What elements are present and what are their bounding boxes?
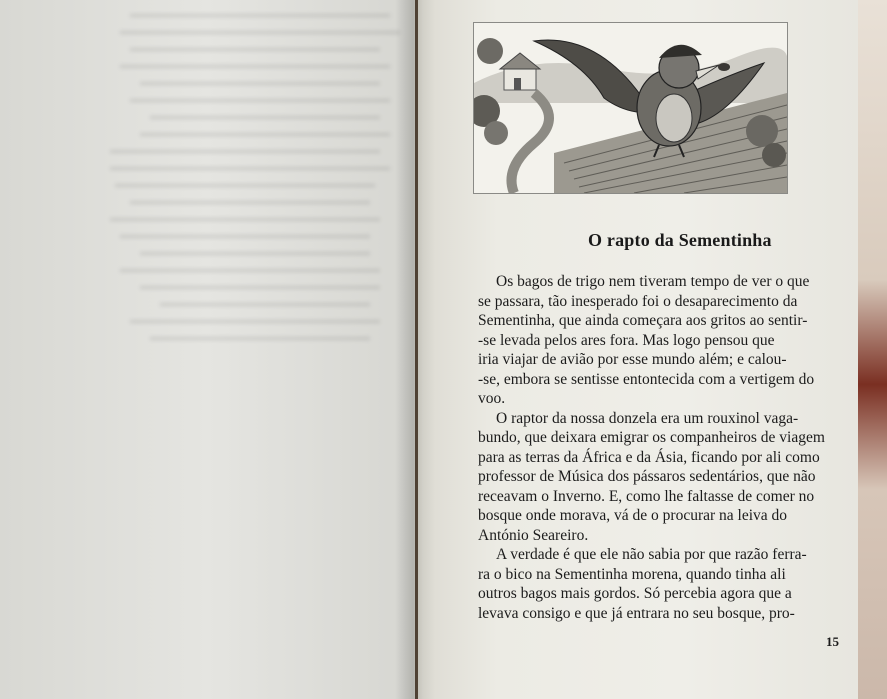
text-line: ra o bico na Sementinha morena, quando tinha ali: [478, 565, 786, 583]
text-line: iria viajar de avião por esse mundo além; e calou-: [478, 351, 787, 368]
text-line: Os bagos de trigo nem tiveram tempo de ver o que: [496, 273, 810, 290]
paragraph: [478, 545, 843, 623]
text-line: -se, embora se sentisse entontecida com a vertigem do: [478, 370, 815, 388]
text-line: professor de Música dos pássaros sedentários, que não: [478, 468, 816, 485]
text-line: para as terras da África e da Ásia, ficando por ali como: [478, 448, 820, 466]
paragraph: [478, 272, 843, 409]
text-line: levava consigo e que já entrara no seu bosque, pro-: [478, 604, 795, 622]
text-line: Sementinha, que ainda começara aos gritos ao sentir-: [478, 312, 808, 329]
paragraph: [478, 409, 843, 546]
text-line: bundo, que deixara emigrar os companheiros de viagem: [478, 429, 825, 446]
page-number: 15: [826, 634, 839, 649]
text-line: António Seareiro.: [478, 526, 589, 544]
text-line: bosque onde morava, vá de o procurar na leiva do: [478, 507, 788, 524]
chapter-title: O rapto da Sementinha: [588, 230, 772, 250]
bird-carrying-seed-over-fields-illustration: [473, 22, 788, 194]
text-line: se passara, tão inesperado foi o desaparecimento da: [478, 292, 798, 310]
chapter-body: [478, 272, 843, 623]
text-line: -se levada pelos ares fora. Mas logo pensou que: [478, 331, 775, 349]
text-line: O raptor da nossa donzela era um rouxinol vaga-: [496, 409, 799, 427]
text-line: A verdade é que ele não sabia por que razão ferra-: [496, 546, 807, 563]
right-page: [418, 0, 858, 699]
text-line: voo.: [478, 390, 506, 407]
text-line: receavam o Inverno. E, como lhe faltasse de comer no: [478, 487, 815, 505]
text-line: outros bagos mais gordos. Só percebia agora que a: [478, 585, 792, 602]
left-page: [0, 0, 415, 699]
show-through-text: [10, 0, 410, 699]
